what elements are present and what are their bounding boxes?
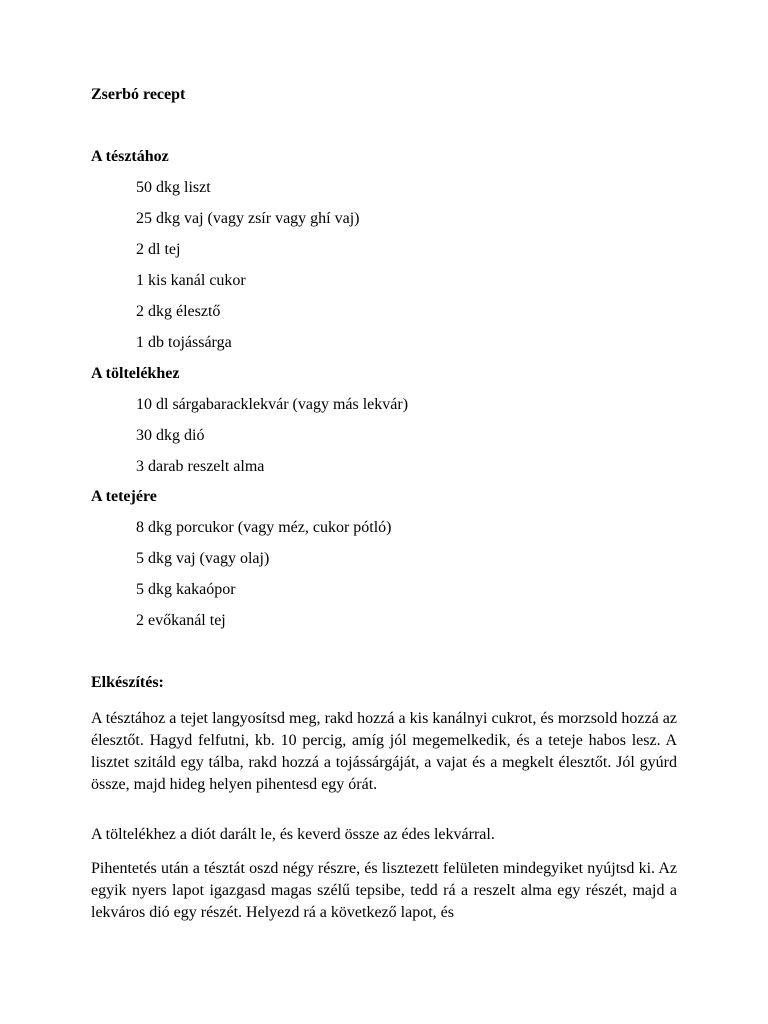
- ingredient-item: 1 kis kanál cukor: [136, 272, 246, 289]
- section-heading-topping: A tetejére: [91, 488, 157, 505]
- ingredient-item: 25 dkg vaj (vagy zsír vagy ghí vaj): [136, 210, 360, 227]
- ingredient-item: 50 dkg liszt: [136, 179, 211, 196]
- method-paragraph: A tésztához a tejet langyosítsd meg, rakd hozzá a kis kanálnyi cukrot, és morzsold hozzá az élesztőt. Hagyd felfutni, kb. 10 percig, amíg jól megemelkedik, és a teteje habos lesz. A lisztet szitáld egy tálba, rakd hozzá a tojássárgáját, a vajat és a megkelt élesztőt. Jól gyúrd össze, majd hideg helyen pihentesd egy órát.: [91, 710, 677, 793]
- section-heading-filling: A töltelékhez: [91, 365, 180, 382]
- ingredient-item: 8 dkg porcukor (vagy méz, cukor pótló): [136, 519, 392, 536]
- ingredient-item: 2 evőkanál tej: [136, 612, 226, 629]
- ingredient-item: 1 db tojássárga: [136, 334, 232, 351]
- section-heading-dough: A tésztához: [91, 148, 169, 165]
- method-paragraph: A töltelékhez a diót darált le, és keverd össze az édes lekvárral.: [91, 826, 495, 843]
- ingredient-item: 2 dl tej: [136, 241, 181, 258]
- ingredient-item: 2 dkg élesztő: [136, 303, 221, 320]
- ingredient-item: 10 dl sárgabaracklekvár (vagy más lekvár): [136, 396, 409, 413]
- ingredient-item: 3 darab reszelt alma: [136, 458, 265, 475]
- method-heading: Elkészítés:: [91, 674, 164, 691]
- ingredient-item: 5 dkg kakaópor: [136, 581, 236, 598]
- document-title: Zserbó recept: [91, 86, 186, 103]
- ingredient-item: 5 dkg vaj (vagy olaj): [136, 550, 270, 567]
- method-paragraph: Pihentetés után a tésztát oszd négy részre, és lisztezett felületen mindegyiket nyújtsd ki. Az egyik nyers lapot igazgasd magas szélű tepsibe, tedd rá a reszelt alma egy részét, majd a lekváros dió egy részét. Helyezd rá a következő lapot, és: [91, 860, 677, 921]
- ingredient-item: 30 dkg dió: [136, 427, 205, 444]
